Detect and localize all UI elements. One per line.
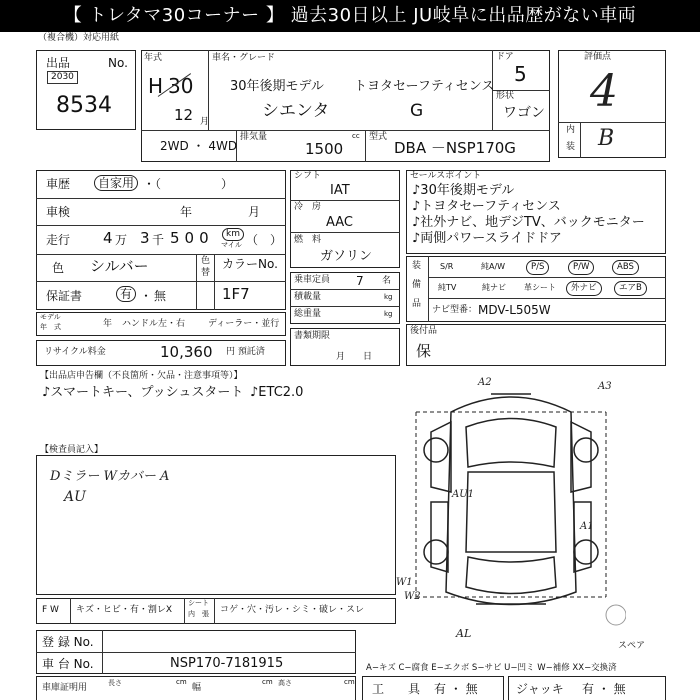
score-label: 評価点: [584, 52, 612, 62]
damage-legend: A−キズ C−腐食 E−エクボ S−サビ U−凹ミ W−補修 XX−交換済: [366, 663, 617, 673]
paper-note: （複合機）対応用紙: [38, 33, 120, 43]
damage-w2: W2: [404, 591, 421, 602]
inspector-line2: AU: [64, 489, 86, 505]
inspector-line1: Dミラー Wカバー A: [50, 469, 170, 484]
cert-label: 車庫証明用: [42, 683, 88, 693]
mileage-v2: 3: [140, 229, 150, 247]
capacity-value: 7: [356, 274, 364, 288]
recycle-label: リサイクル料金: [44, 347, 106, 357]
load-label: 積載量: [294, 292, 322, 302]
load-unit: kg: [384, 293, 393, 301]
cert-cm-2: cm: [262, 678, 273, 686]
score-value: 4: [590, 66, 618, 117]
warranty-label: 保証書: [46, 289, 83, 303]
capacity-label: 乗車定員: [294, 275, 331, 285]
model-grade: G: [410, 101, 424, 121]
seller-notes-text2: ♪ETC2.0: [250, 385, 304, 400]
equip-tv: 純TV: [438, 283, 457, 292]
fuel-label: 燃 料: [294, 235, 322, 245]
damage-w1: W1: [396, 577, 413, 588]
color-value: シルバー: [90, 257, 149, 275]
lot-no-label: No.: [108, 56, 128, 70]
navi-model-value: MDV-L505W: [478, 303, 551, 317]
mileage-paren: （ ）: [246, 233, 283, 247]
color-change-a: 色: [201, 256, 211, 266]
equipment-label-c: 品: [412, 299, 422, 309]
cert-cm-1: cm: [176, 678, 187, 686]
shift-label: シフト: [294, 171, 322, 181]
handle-lr: 左・右: [158, 319, 186, 329]
after-box: [406, 324, 666, 366]
mileage-v3: 500: [170, 229, 214, 247]
warranty-dot: ・: [140, 289, 153, 303]
mileage-label: 走行: [46, 233, 71, 247]
equipment-label-a: 装: [412, 261, 422, 271]
damage-a2-top: A2: [478, 377, 492, 388]
sales-point-item: ♪トヨタセーフティセンス: [412, 199, 561, 214]
damage-au1: AU1: [452, 489, 475, 500]
sales-points-label: セールスポイント: [410, 171, 482, 181]
after-label: 後付品: [410, 326, 438, 336]
interior-label-a: 内: [566, 125, 576, 135]
color-change-b: 替: [201, 268, 211, 278]
model-year-label-a: モデル: [40, 313, 61, 321]
seller-notes-text1: ♪スマートキー、プッシュスタート: [42, 385, 244, 400]
jack-value: 有 ・ 無: [582, 682, 626, 696]
shape-label: 形状: [496, 91, 515, 101]
lot-label: 出品: [46, 56, 71, 70]
ac-label: 冷 房: [294, 202, 322, 212]
model-year-unit: 年: [103, 319, 113, 329]
damage-a3: A3: [598, 381, 612, 392]
cert-length: 長さ: [108, 679, 122, 687]
doc-deadline-label: 書類期限: [294, 331, 331, 341]
doors-value: 5: [514, 62, 527, 86]
warranty-no: 無: [154, 289, 167, 303]
seat-label-a: シート: [188, 599, 209, 607]
year-era: H: [148, 74, 164, 98]
model-line1-a: 30年後期モデル: [230, 79, 324, 94]
damage-a1: A1: [580, 521, 594, 532]
sales-point-item: ♪社外ナビ、地デジTV、バックモニター: [412, 215, 645, 230]
history-private: 自家用: [94, 175, 138, 191]
mileage-unit-km: km: [222, 228, 244, 241]
equip-abs: ABS: [612, 260, 639, 275]
cert-cm-3: cm: [344, 678, 355, 686]
lot-number: 8534: [56, 93, 112, 118]
mileage-u1: 万: [115, 233, 128, 247]
cert-width: 幅: [192, 683, 202, 693]
equipment-label-b: 備: [412, 280, 422, 290]
equip-aw: 純A/W: [481, 262, 506, 271]
chassis-label: 車 台 No.: [42, 657, 94, 671]
lot-session: 2030: [47, 71, 78, 84]
doc-deadline-unit: 月 日: [336, 352, 373, 362]
damage-al: AL: [456, 627, 472, 640]
banner-title: 【 トレタマ30コーナー 】 過去30日以上 JU岐阜に出品歴がない車両: [0, 0, 700, 32]
spare-label: スペア: [618, 641, 646, 651]
type-value: DBA －NSP170G: [394, 139, 516, 157]
cert-height: 高さ: [278, 679, 292, 687]
history-label: 車歴: [46, 177, 71, 191]
registration-label: 登 録 No.: [42, 635, 94, 649]
mileage-unit-mile: マイル: [221, 241, 242, 249]
interior-value: B: [598, 126, 615, 151]
type-label: 型式: [369, 132, 388, 142]
interior-label-b: 装: [566, 142, 576, 152]
seat-items: コゲ・穴・汚レ・シミ・破レ・スレ: [220, 605, 365, 615]
color-label: 色: [52, 261, 65, 275]
model-name: シエンタ: [262, 101, 330, 121]
equip-ext-navi: 外ナビ: [566, 281, 602, 296]
inspection-label: 車検: [46, 205, 71, 219]
displacement-unit: cc: [352, 132, 360, 140]
seller-notes-label: 【出品店申告欄（不良箇所・欠品・注意事項等）】: [40, 371, 243, 381]
navi-model-label: ナビ型番：: [432, 305, 478, 315]
fw-items: キズ・ヒビ・有・割レX: [76, 605, 172, 615]
model-label: 車名・グレード: [212, 53, 276, 63]
car-diagram: [396, 372, 626, 632]
shape-value: ワゴン: [503, 105, 545, 121]
seat-label-b: 内 張: [188, 610, 209, 618]
color-no-value: 1F7: [222, 285, 250, 303]
inspector-label: 【検査員記入】: [40, 445, 104, 455]
handle-label: ハンドル: [122, 319, 159, 329]
gross-label: 総重量: [294, 309, 322, 319]
equip-leather: 革シート: [524, 283, 556, 292]
equip-ps: P/S: [526, 260, 549, 275]
dealer-label: ディーラー・並行: [208, 319, 280, 329]
displacement-label: 排気量: [240, 132, 268, 142]
sales-point-item: ♪30年後期モデル: [412, 183, 515, 198]
history-other: ・（ ）: [143, 177, 234, 191]
tools-label: 工 具: [372, 682, 421, 696]
mileage-u2: 千: [152, 233, 165, 247]
equip-navi: 純ナビ: [482, 283, 506, 292]
displacement-value: 1500: [305, 140, 344, 158]
year-value: 30: [168, 74, 194, 98]
after-value: 保: [416, 342, 432, 360]
gross-unit: kg: [384, 310, 393, 318]
chassis-value: NSP170-7181915: [170, 656, 284, 671]
color-no-label: カラーNo.: [222, 257, 278, 271]
tools-value: 有 ・ 無: [434, 682, 478, 696]
year-month: 12: [174, 106, 194, 124]
model-year-label-b: 年 式: [40, 323, 61, 331]
sales-point-item: ♪両側パワースライドドア: [412, 231, 562, 246]
shift-value: IAT: [330, 183, 350, 198]
ac-value: AAC: [326, 215, 353, 230]
equip-sr: S/R: [440, 262, 454, 271]
model-line1-b: トヨタセーフティセンス: [354, 79, 495, 94]
warranty-yes: 有: [116, 286, 136, 302]
inspection-year-unit: 年: [180, 205, 193, 219]
year-label: 年式: [144, 53, 163, 63]
equip-pw: P/W: [568, 260, 594, 275]
jack-label: ジャッキ: [516, 682, 564, 696]
fuel-value: ガソリン: [320, 249, 373, 264]
doors-label: ドア: [496, 52, 514, 62]
recycle-unit: 円 預託済: [226, 347, 265, 357]
fw-label: F W: [42, 605, 59, 615]
equip-airbag: エアB: [614, 281, 647, 296]
year-month-unit: 月: [200, 117, 210, 127]
mileage-v1: 4: [103, 229, 113, 247]
drive-label: 2WD ・ 4WD: [160, 139, 238, 153]
inspection-month-unit: 月: [248, 205, 261, 219]
capacity-unit: 名: [382, 276, 392, 286]
recycle-value: 10,360: [160, 343, 213, 361]
